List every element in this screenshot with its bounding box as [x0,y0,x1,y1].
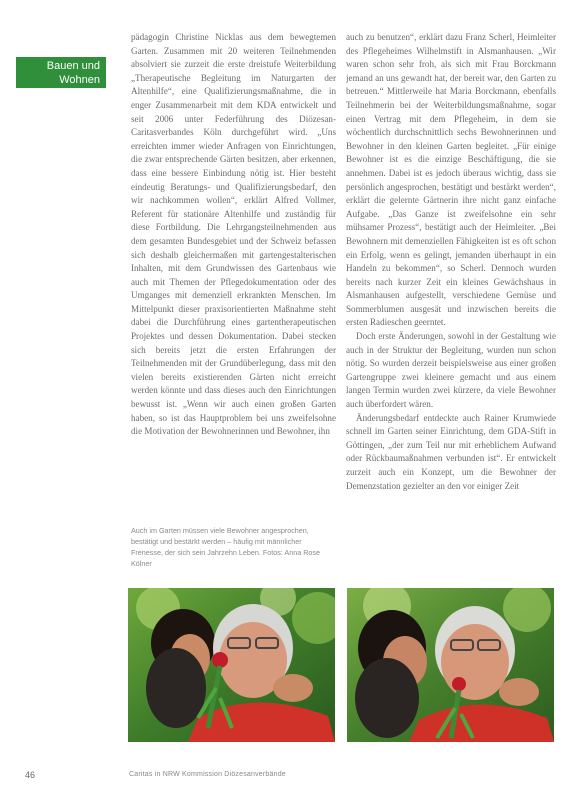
footer-title: Caritas in NRW Kommission Diözesanverbände [129,771,286,778]
paragraph: Doch erste Änderungen, sowohl in der Gestaltung wie auch in der Struktur der Begleitung, wurden nun schon nötig. So wurden derzeit beispielsweise aus einer großen Gartengruppe zwei kleinere gemacht und aus einem langen Termin wurden zwei kürzere, da viele Bewohner auch überfordert wären. [346,331,556,410]
photo-gardening-right [347,588,554,742]
article-column-1 [131,31,336,556]
paragraph: auch zu benutzen“, erklärt dazu Franz Scherl, Heimleiter des Pflegeheimes Wilhelmstift in Alsmanhausen. „Wir waren schon sehr froh, als sich mit Frau Borckmann jemand an uns gewandt hat, der bereit war, den Garten zu betreuen.“ Mittlerweile hat Maria Borckmann, ebenfalls Teilnehmerin bei der Weiterbildungsmaßnahme, sogar einen Vertrag mit dem Pflegeheim, in dem sie wöchentlich durchschnittlich sechs Bewohnerinnen und Bewohner in den kleinen Garten begleitet. „Für einige Bewohner ist es die einzige Beschäftigung, die sie annehmen. Dabei ist es jedoch überaus wichtig, dass sie persönlich angesprochen, bestätigt und bestärkt werden“, erklärt die gelernte Gärtnerin ihre nicht ganz einfache Aufgabe. „Das Ganze ist zweifelsohne ein sehr mühsamer Prozess“, bestätigt auch der Heimleiter. „Bei Bewohnern mit demenziellen Fähigkeiten ist es oft schon ein Erfolg, wenn es gelingt, jemanden überhaupt in ein Handeln zu bekommen“, so Scherl. Dennoch wurden bereits nach kurzer Zeit ein kleines Gewächshaus in Alsmanhausen aufgestellt, verschiedene Gemüse und Sommerblumen ausgesät und inzwischen bereits die ersten Radieschen geerntet. [346,32,556,328]
section-tag-line1: Bauen und [46,60,100,72]
page-number: 46 [25,770,36,780]
photo-caption: Auch im Garten müssen viele Bewohner angesprochen, bestätigt und bestärkt werden – häufig mit männlicher Frenesse, der sich sein Jahrzehn Leben. Fotos: Anna Rose Kölner [131,526,320,568]
section-tag [16,57,106,88]
paragraph: Änderungsbedarf entdeckte auch Rainer Krumwiede schnell im Garten seiner Einrichtung, dem GDA-Stift in Göttingen, „der zum Teil nur mit erheblichem Aufwand oder Rückbaumaßnahmen verbunden ist“. Er entwickelt zurzeit auch ein Konzept, um die Bewohner der Demenzstation gezielter an den vor einiger Zeit [346,412,556,491]
section-tag-line2: Wohnen [59,74,100,86]
paragraph: pädagogin Christine Nicklas aus dem bewegtemen Garten. Zusammen mit 20 weiteren Teilnehmenden absolviert sie zurzeit die erste dreistufe Weiterbildung „Therapeutische Begleitung im Naturgarten der Altenhilfe“, eine Qualifizierungsmaßnahme, die in enger Zusammenarbeit mit dem KDA entwickelt und seit 2006 unter Federführung des Diözesan-Caritasverbandes Köln durchgeführt wird. „Uns erreichten immer wieder Anfragen von Einrichtungen, die zwar entsprechende Gärten besitzen, aber erkennen, dass eine bessere Einbindung nötig ist. Hier besteht eindeutig Beratungs- und Qualifizierungsbedarf, den wir nachkommen wollen“, erklärt Alfred Vollmer, Referent für stationäre Altenhilfe und zuständig für diese Fortbildung. Die Lehrgangsteilnehmenden aus dem gesamten Bundesgebiet und der Schweiz befassen sich deshalb gleichermaßen mit gartengestalterischen Inhalten, mit dem Grundwissen des Gartenbaus wie auch mit Themen der Pflegedokumentation oder des Umganges mit demenziell erkrankten Menschen. Im Mittelpunkt dieser praxisorientierten Maßnahme steht dabei die Durchführung eines gartentherapeutischen Projektes und dessen Dokumentation. Dabei stecken sich bereits jetzt die ersten Erfahrungen der Teilnehmenden mit der Grundüberlegung, dass mit den vielen bereits existierenden Gärten nicht erreicht werden könnte und dass dieses auch den Einrichtungen bewusst ist. „Wenn wir auch einen großen Garten haben, so ist das Hauptproblem bei uns zweifelsohne die Motivation der Bewohnerinnen und Bewohner, ihn [131,32,336,437]
article-column-2 [346,31,556,574]
photo-gardening-left [128,588,335,742]
